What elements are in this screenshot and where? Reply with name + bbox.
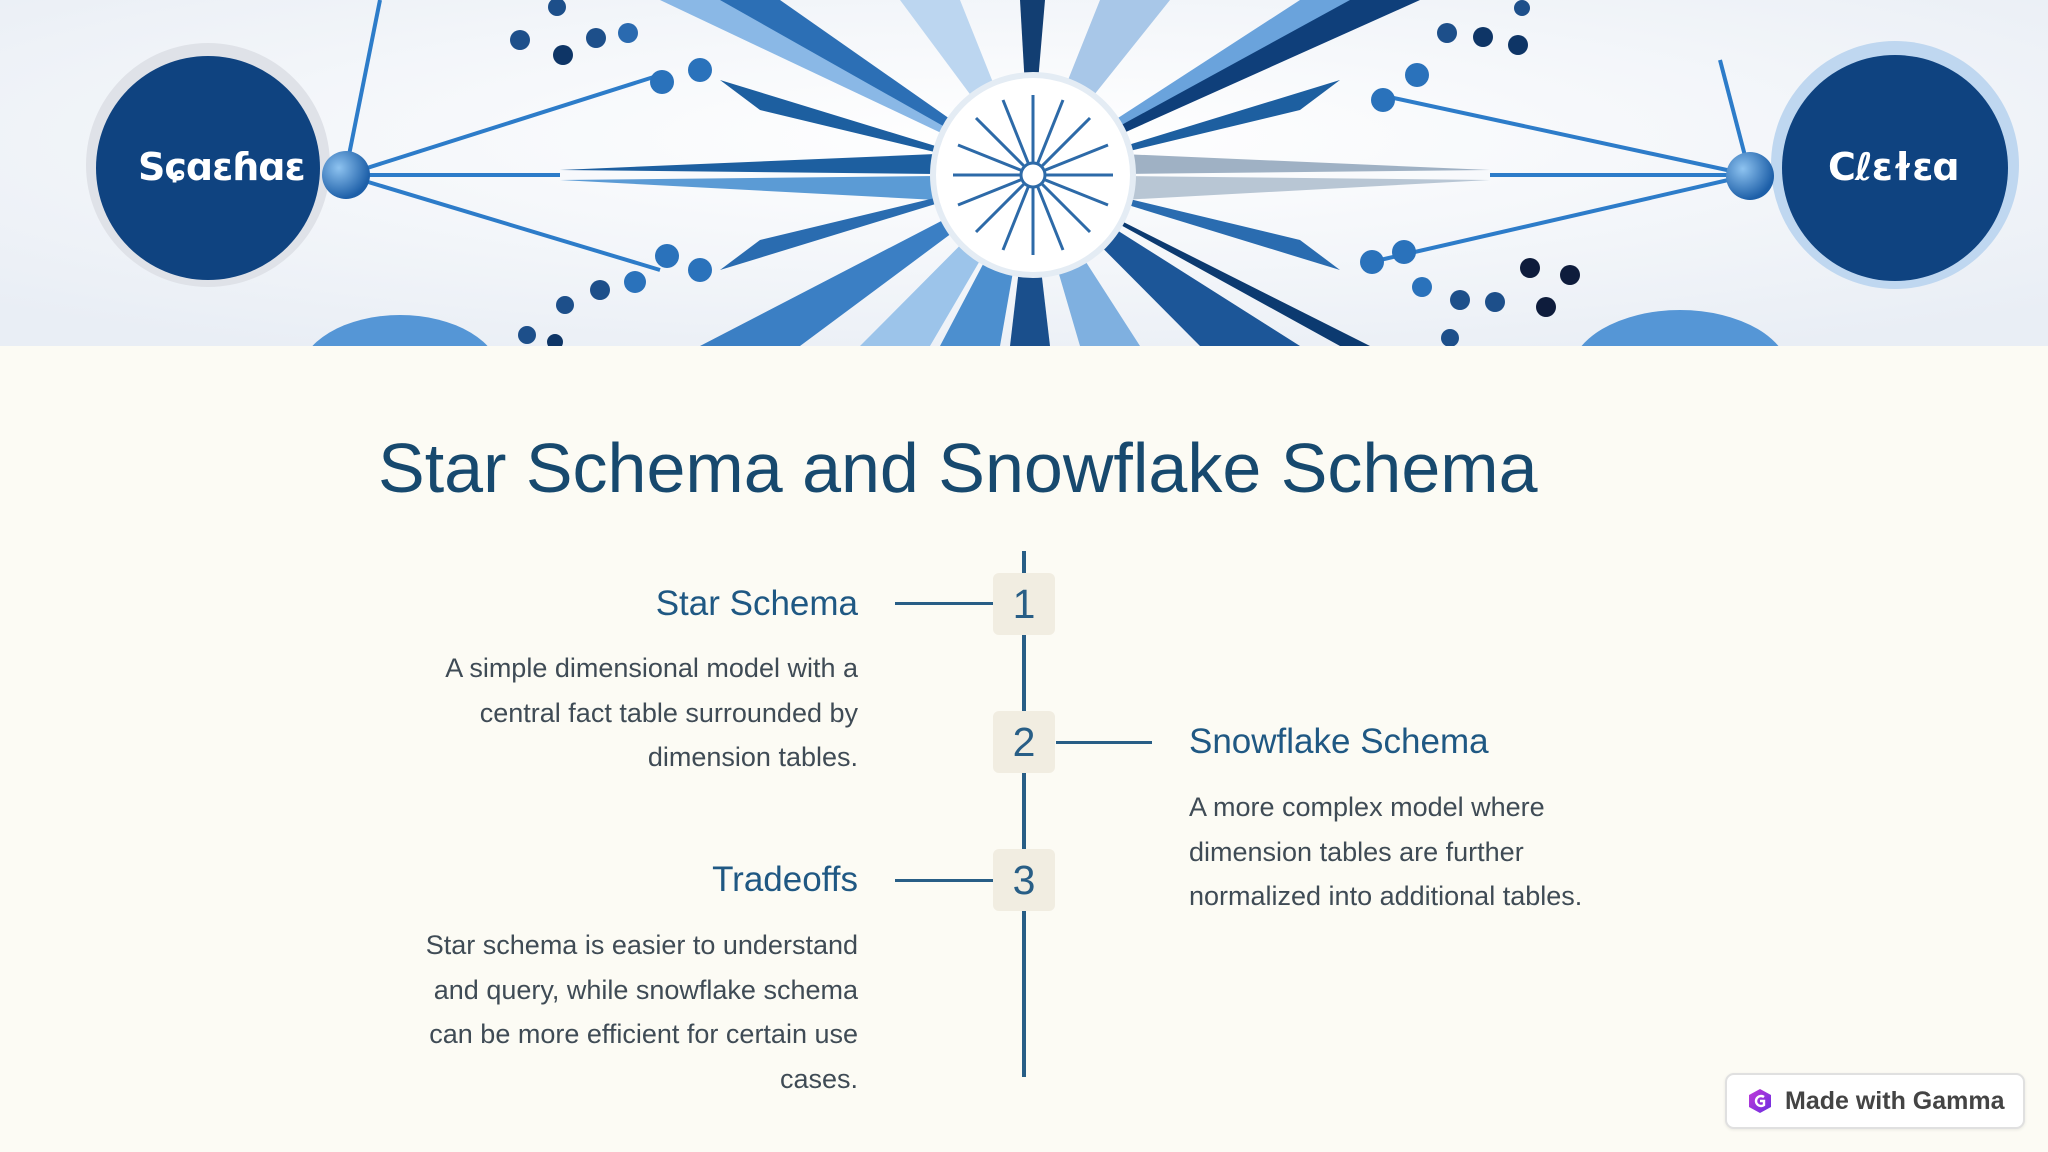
item-title-star-schema: Star Schema	[655, 584, 858, 623]
step-number-2: 2	[993, 711, 1055, 773]
made-with-gamma-button[interactable]	[1725, 1073, 2025, 1129]
center-hub	[933, 75, 1133, 275]
item-desc-star-schema: A simple dimensional model with a central fact table surrounded by dimension tables.	[445, 653, 858, 772]
page-title: Star Schema and Snowflake Schema	[378, 429, 1538, 507]
item-desc-snowflake-schema: A more complex model where dimension tables are further normalized into additional tables.	[1189, 792, 1583, 911]
hero-banner	[0, 0, 2048, 346]
badge-label: Made with Gamma	[1785, 1086, 2005, 1115]
connector-1	[895, 602, 995, 605]
connector-3	[895, 879, 995, 882]
item-title-tradeoffs: Tradeoffs	[712, 860, 858, 899]
item-desc-tradeoffs: Star schema is easier to understand and query, while snowflake schema can be more efficient for certain use cases.	[425, 930, 858, 1094]
gamma-logo-icon	[1747, 1088, 1773, 1114]
connector-2	[1056, 741, 1152, 744]
step-number-3: 3	[993, 849, 1055, 911]
left-node-label: Sɕɑɛɦɑɛ	[138, 145, 305, 189]
step-number-1: 1	[993, 573, 1055, 635]
right-node-label: Cℓɛɫɛɑ	[1828, 145, 1959, 189]
item-title-snowflake-schema: Snowflake Schema	[1189, 722, 1489, 761]
hero-illustration	[0, 0, 2048, 346]
